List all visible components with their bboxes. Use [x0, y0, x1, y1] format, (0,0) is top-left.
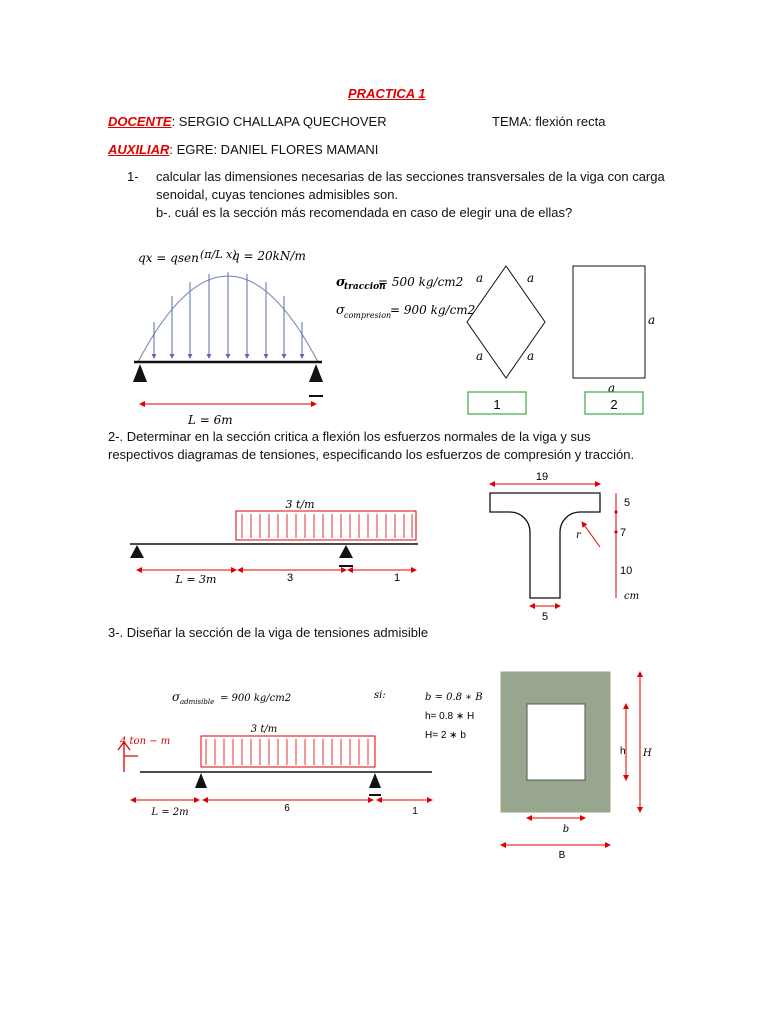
distributed-load-block [201, 736, 375, 767]
span-6-label: 6 [284, 803, 290, 814]
section-2-label: 2 [610, 397, 618, 412]
span-1-label: 1 [393, 572, 401, 584]
eq-h: h= 0.8 ∗ H [425, 711, 475, 722]
dim-5: 5 [624, 497, 631, 509]
eq-b: b = 0.8 ∗ B [425, 692, 483, 703]
rectangle-height-a: a [648, 313, 656, 327]
problem1-number: 1- [127, 169, 139, 184]
problem2-line2: respectivos diagramas de tensiones, especificando los esfuerzos de compresión y tracción. [108, 447, 635, 462]
load-label: 3 t/m [285, 498, 315, 511]
dim-bottom-5: 5 [541, 611, 549, 623]
problem1-line3: b-. cuál es la sección más recomendada en caso de elegir una de ellas? [156, 205, 573, 220]
span-L-label: L = 3m [175, 573, 217, 586]
rhombus-side-a: a [527, 271, 535, 285]
moment-arrow [124, 756, 138, 772]
load-arrows [154, 272, 302, 358]
auxiliar-value: : EGRE: DANIEL FLORES MAMANI [169, 142, 379, 157]
span-1-label: 1 [412, 806, 418, 817]
roller-support [339, 545, 353, 558]
dim-r: r [576, 530, 581, 541]
sigma-compresion-sub: compresion [344, 311, 392, 320]
fig2-beam-diagram [130, 511, 418, 570]
sigma-compresion-value: = 900 kg/cm2 [390, 303, 476, 317]
problem2-line1: 2-. Determinar en la sección critica a flexión los esfuerzos normales de la viga y sus [108, 429, 591, 444]
span-label: L = 6m [188, 413, 233, 427]
problem1-line2: senoidal, cuyas tenciones admisibles son. [156, 187, 399, 202]
sigma-compresion-symbol: σ [336, 303, 345, 318]
dim-h: h [620, 746, 626, 757]
rectangle-width-a: a [608, 381, 616, 395]
sigma-traccion-sub: traccion [344, 282, 386, 292]
pin-support [195, 773, 207, 788]
rhombus-side-a: a [527, 349, 535, 363]
dim-top-19: 19 [535, 471, 549, 483]
roller-support [369, 773, 381, 788]
fig1-beam-diagram [133, 272, 323, 404]
rhombus-side-a: a [476, 349, 484, 363]
problem1-line1: calcular las dimensiones necesarias de las secciones transversales de la viga con carga [156, 169, 665, 184]
page-title: PRACTICA 1 [348, 86, 426, 101]
load-expression-paren: (π/L x) [200, 248, 237, 261]
sigma-admisible-symbol: σ [172, 690, 181, 704]
section-1-label: 1 [493, 397, 501, 412]
roller-support [309, 364, 323, 382]
si-label: si: [374, 690, 386, 701]
load-expression: qx = qsen [138, 251, 199, 265]
t-section [490, 493, 600, 598]
rectangle-section [573, 266, 645, 378]
moment-label: 4 ton − m [120, 736, 171, 747]
span-L-label: L = 2m [151, 807, 189, 818]
dim-b: b [562, 824, 570, 835]
sigma-admisible-value: = 900 kg/cm2 [220, 693, 292, 704]
pin-support [130, 545, 144, 558]
hollow-section-inner [527, 704, 585, 780]
tema-text: TEMA: flexión recta [492, 114, 606, 129]
auxiliar-label: AUXILIAR [108, 142, 170, 157]
sigma-admisible-sub: admisible [180, 698, 215, 706]
load-label: 3 t/m [250, 724, 278, 735]
rhombus-side-a: a [476, 271, 484, 285]
load-q: q = 20kN/m [232, 249, 306, 263]
dim-cm: cm [624, 591, 640, 602]
eq-H: H= 2 ∗ b [425, 730, 466, 741]
sigma-traccion-value: = 500 kg/cm2 [378, 275, 464, 289]
docente-value: : SERGIO CHALLAPA QUECHOVER [171, 114, 387, 129]
sigma-traccion-symbol: σ [336, 275, 346, 290]
dim-10: 10 [620, 565, 633, 577]
dim-B: B [558, 850, 566, 861]
problem3-text: 3-. Diseñar la sección de la viga de tensiones admisible [108, 625, 429, 640]
dim-H: H [643, 748, 652, 759]
span-3-label: 3 [286, 572, 294, 584]
distributed-load-block [236, 511, 416, 540]
pin-support [133, 364, 147, 382]
docente-label: DOCENTE [108, 114, 172, 129]
dim-7: 7 [620, 527, 627, 539]
